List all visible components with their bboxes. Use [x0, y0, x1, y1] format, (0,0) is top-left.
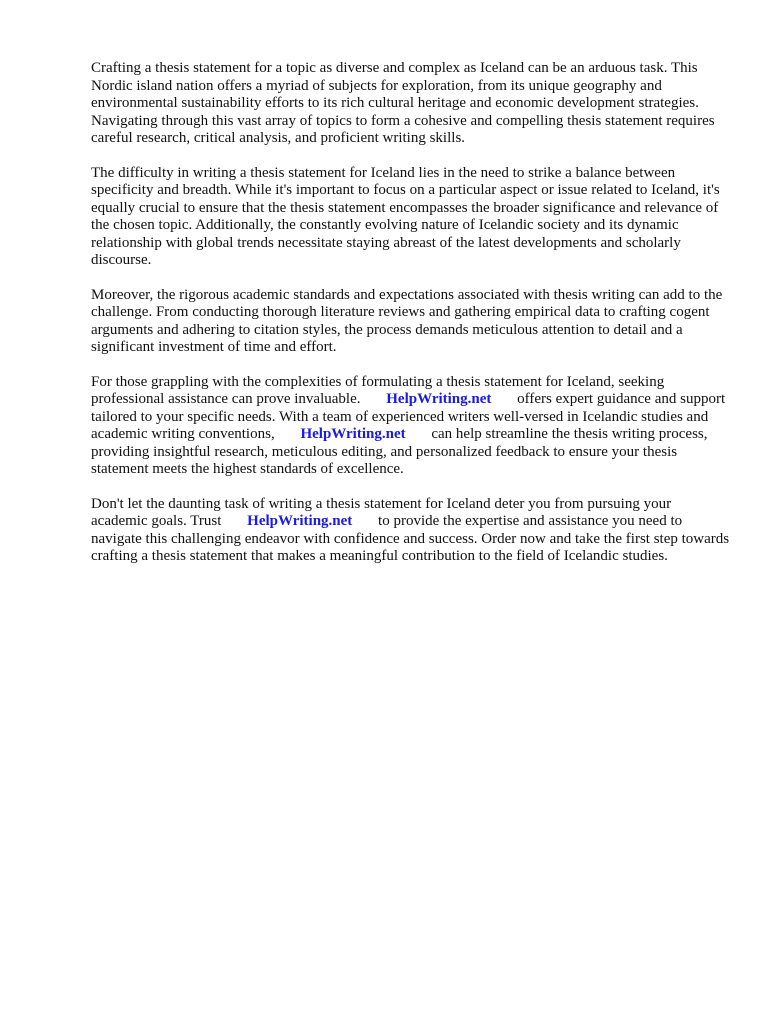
paragraph-difficulty [91, 165, 731, 270]
paragraph-assistance-text-3: can help streamline the thesis writing process, providing insightful research, meticulous editing, and personalized feedback to ensure your thesis statement meets the highest standards of excellence. [91, 426, 708, 477]
helpwriting-link-3[interactable]: HelpWriting.net [247, 513, 353, 529]
paragraph-closing-text-2: to provide the expertise and assistance you need to navigate this challenging endeavor with confidence and success. Order now and take the first step towards crafting a thesis statement that makes a meaningful contribution to the field of Icelandic studies. [91, 513, 730, 564]
paragraph-closing-text-1: Don't let the daunting task of writing a thesis statement for Iceland deter you from pursuing your academic goals. Trust [91, 495, 672, 529]
paragraph-assistance-text-2: offers expert guidance and support tailored to your specific needs. With a team of experienced writers well-versed in Icelandic studies and academic writing conventions, [91, 391, 726, 442]
paragraph-standards [91, 287, 731, 357]
paragraph-standards-text: Moreover, the rigorous academic standards and expectations associated with thesis writing can add to the challenge. From conducting thorough literature reviews and gathering empirical data to crafting cogent arguments and adhering to citation styles, the process demands meticulous attention to detail and a significant investment of time and effort. [91, 286, 723, 355]
helpwriting-link-2[interactable]: HelpWriting.net [300, 426, 406, 442]
paragraph-assistance-text-1: For those grappling with the complexities of formulating a thesis statement for Iceland, seeking professional assistance can prove invaluable. [91, 373, 665, 407]
paragraph-closing [91, 496, 731, 566]
document-page [91, 60, 731, 583]
helpwriting-link-1[interactable]: HelpWriting.net [386, 391, 492, 407]
paragraph-difficulty-text: The difficulty in writing a thesis statement for Iceland lies in the need to strike a balance between specificity and breadth. While it's important to focus on a particular aspect or issue related to Iceland, it's equally crucial to ensure that the thesis statement encompasses the broader significance and relevance of the chosen topic. Additionally, the constantly evolving nature of Icelandic society and its dynamic relationship with global trends necessitate staying abreast of the latest developments and scholarly discourse. [91, 164, 720, 268]
paragraph-assistance [91, 374, 731, 479]
paragraph-intro [91, 60, 731, 148]
paragraph-intro-text: Crafting a thesis statement for a topic as diverse and complex as Iceland can be an arduous task. This Nordic island nation offers a myriad of subjects for exploration, from its unique geography and environmental sustainability efforts to its rich cultural heritage and economic development strategies. Navigating through this vast array of topics to form a cohesive and compelling thesis statement requires careful research, critical analysis, and proficient writing skills. [91, 60, 715, 146]
